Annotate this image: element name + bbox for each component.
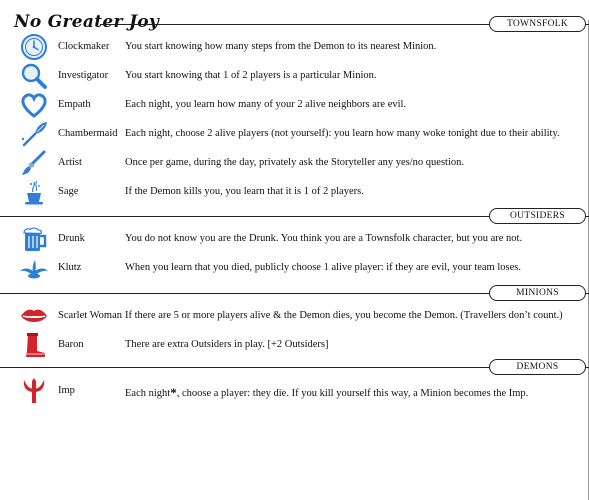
role-row-empath bbox=[0, 91, 589, 119]
paintbrush-icon bbox=[18, 149, 50, 177]
role-name-chambermaid: Chambermaid bbox=[58, 128, 118, 139]
role-row-clockmaker bbox=[0, 33, 589, 61]
role-row-investigator bbox=[0, 62, 589, 90]
role-name-artist: Artist bbox=[58, 157, 82, 168]
role-row-baron bbox=[0, 331, 589, 359]
role-name-clockmaker: Clockmaker bbox=[58, 41, 110, 52]
demons-header: DEMONS bbox=[489, 359, 586, 375]
role-ability-chambermaid: Each night, choose 2 alive players (not yourself): you learn how many woke tonight due to their ability. bbox=[125, 128, 560, 139]
role-row-artist bbox=[0, 149, 589, 177]
role-ability-artist: Once per game, during the day, privately ask the Storyteller any yes/no question. bbox=[125, 157, 465, 168]
role-name-investigator: Investigator bbox=[58, 70, 109, 81]
magnifying-glass-icon bbox=[18, 62, 50, 90]
heart-icon bbox=[18, 91, 50, 119]
role-name-empath: Empath bbox=[58, 99, 91, 110]
role-name-drunk: Drunk bbox=[58, 233, 85, 244]
clock-icon bbox=[18, 33, 50, 61]
role-row-imp bbox=[0, 377, 589, 405]
lips-icon bbox=[18, 302, 50, 330]
role-row-klutz bbox=[0, 254, 589, 282]
role-ability-klutz: When you learn that you died, publicly choose 1 alive player: if they are evil, your team loses. bbox=[125, 262, 521, 273]
minions-header: MINIONS bbox=[489, 285, 586, 301]
outsiders-header: OUTSIDERS bbox=[489, 208, 586, 224]
feather-duster-icon bbox=[18, 120, 50, 148]
townsfolk-header: TOWNSFOLK bbox=[489, 16, 586, 32]
role-ability-imp-start: Each night bbox=[125, 388, 171, 399]
role-ability-sage: If the Demon kills you, you learn that it is 1 of 2 players. bbox=[125, 186, 364, 197]
role-row-scarlet-woman bbox=[0, 302, 589, 330]
role-ability-imp-rest: , choose a player: they die. If you kill yourself this way, a Minion becomes the Imp. bbox=[176, 388, 529, 399]
script-title: No Greater Joy bbox=[14, 12, 160, 32]
role-name-imp: Imp bbox=[58, 385, 75, 396]
banana-peel-icon bbox=[18, 254, 50, 282]
role-ability-scarlet-woman: If there are 5 or more players alive & the Demon dies, you become the Demon. (Travellers don’t count.) bbox=[125, 310, 563, 321]
role-ability-imp bbox=[125, 385, 528, 401]
trident-icon bbox=[18, 377, 50, 405]
potion-icon bbox=[18, 178, 50, 206]
role-row-chambermaid bbox=[0, 120, 589, 148]
first-night-asterisk: * bbox=[170, 385, 177, 400]
role-name-baron: Baron bbox=[58, 339, 84, 350]
role-ability-investigator: You start knowing that 1 of 2 players is a particular Minion. bbox=[125, 70, 377, 81]
role-name-klutz: Klutz bbox=[58, 262, 82, 273]
role-ability-clockmaker: You start knowing how many steps from the Demon to its nearest Minion. bbox=[125, 41, 437, 52]
role-row-drunk bbox=[0, 225, 589, 253]
role-name-scarlet-woman: Scarlet Woman bbox=[58, 310, 122, 321]
role-row-sage bbox=[0, 178, 589, 206]
role-ability-drunk: You do not know you are the Drunk. You think you are a Townsfolk character, but you are not. bbox=[125, 233, 523, 244]
role-name-sage: Sage bbox=[58, 186, 79, 197]
role-ability-baron: There are extra Outsiders in play. [+2 Outsiders] bbox=[125, 339, 329, 350]
boot-icon bbox=[18, 331, 50, 359]
beer-mug-icon bbox=[18, 225, 50, 253]
role-ability-empath: Each night, you learn how many of your 2 alive neighbors are evil. bbox=[125, 99, 407, 110]
